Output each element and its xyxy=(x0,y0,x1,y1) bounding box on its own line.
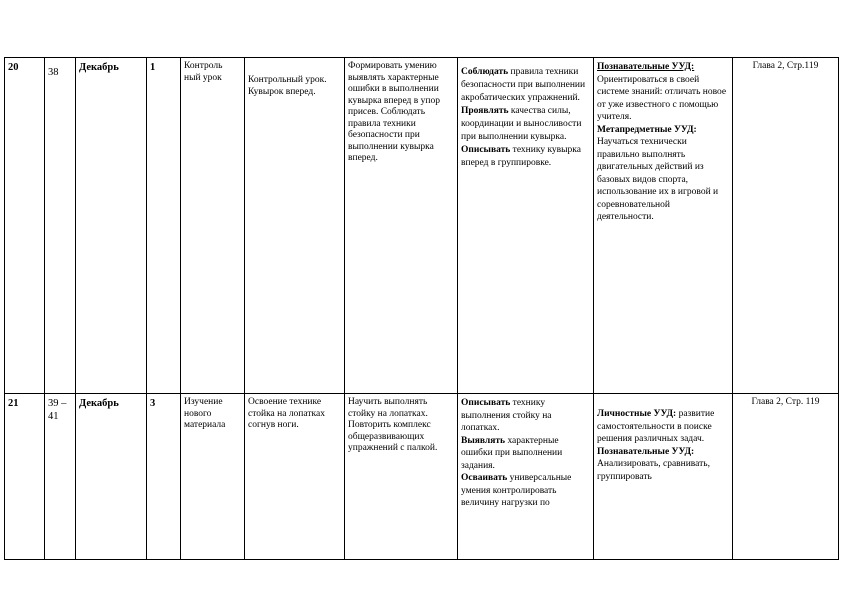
uud-heading: Познавательные УУД: xyxy=(597,446,695,457)
hours-cell: 3 xyxy=(147,394,181,560)
activity-item xyxy=(461,435,590,473)
goals-cell: Научить выполнять стойку на лопатках. Повторить комплекс общеразвивающих упражнений с палкой. xyxy=(345,394,458,560)
lesson-type-cell: Изучение нового материала xyxy=(181,394,245,560)
month-cell: Декабрь xyxy=(76,58,147,394)
uud-text: Ориентироваться в своей системе знаний: отличать новое от уже известного с помощью учителя. xyxy=(597,74,727,122)
activity-item xyxy=(461,105,590,144)
uud-item xyxy=(597,124,729,224)
activity-text: правила техники безопасности при выполнении акробатических упражнений. xyxy=(461,67,586,103)
uud-item xyxy=(597,61,729,124)
topic-cell: Контрольный урок. Кувырок вперед. xyxy=(245,58,345,394)
table-row xyxy=(5,58,839,394)
uud-heading: Метапредметные УУД: xyxy=(597,124,697,135)
activity-verb: Соблюдать xyxy=(461,67,509,77)
reference-cell: Глава 2, Стр.119 xyxy=(733,58,839,394)
activity-verb: Описывать xyxy=(461,145,511,155)
activity-text: характерные ошибки при выполнении задания. xyxy=(461,435,563,471)
activity-item xyxy=(461,472,590,510)
uud-item xyxy=(597,408,729,446)
table-row xyxy=(5,394,839,560)
activity-text: технику кувырка вперед в группировке. xyxy=(461,145,581,168)
activity-text: качества силы, координации и выносливости при выполнении кувырка. xyxy=(461,106,582,142)
uud-text: Научаться технически правильно выполнять двигательных действий из базовых видов спорта, использование их в игровой и соревновательной деятельности. xyxy=(597,137,719,222)
uud-text: развитие самостоятельности в поиске решения различных задач. xyxy=(597,409,715,444)
reference-cell: Глава 2, Стр. 119 xyxy=(733,394,839,560)
lesson-type-cell: Контроль ный урок xyxy=(181,58,245,394)
uud-text: Анализировать, сравнивать, группировать xyxy=(597,459,710,482)
activities-cell xyxy=(458,394,594,560)
hours-cell: 1 xyxy=(147,58,181,394)
uud-heading: Личностные УУД: xyxy=(597,409,677,419)
activity-text: универсальные умения контролировать величину нагрузки по xyxy=(461,473,572,508)
row-number: 21 xyxy=(5,394,45,560)
activity-verb: Осваивать xyxy=(461,473,508,483)
lesson-number: 38 xyxy=(45,58,76,394)
activity-text: технику выполнения стойку на лопатках. xyxy=(461,398,552,433)
topic-cell: Освоение технике стойка на лопатках согнув ноги. xyxy=(245,394,345,560)
activity-item xyxy=(461,397,590,435)
month-cell: Декабрь xyxy=(76,394,147,560)
activity-item xyxy=(461,144,590,170)
activity-verb: Проявлять xyxy=(461,106,509,116)
uud-heading: Познавательные УУД: xyxy=(597,62,695,72)
activity-verb: Выявлять xyxy=(461,435,506,446)
uud-item xyxy=(597,446,729,484)
activity-verb: Описывать xyxy=(461,398,511,408)
lesson-number: 39 – 41 xyxy=(45,394,76,560)
lesson-plan-table xyxy=(4,57,839,560)
activities-cell xyxy=(458,58,594,394)
uud-cell xyxy=(594,394,733,560)
row-number: 20 xyxy=(5,58,45,394)
goals-cell: Формировать умению выявлять характерные ошибки в выполнении кувырка вперед в упор присев. Соблюдать правила техники безопасности при выполнении кувырка вперед. xyxy=(345,58,458,394)
activity-item xyxy=(461,66,590,105)
uud-cell xyxy=(594,58,733,394)
